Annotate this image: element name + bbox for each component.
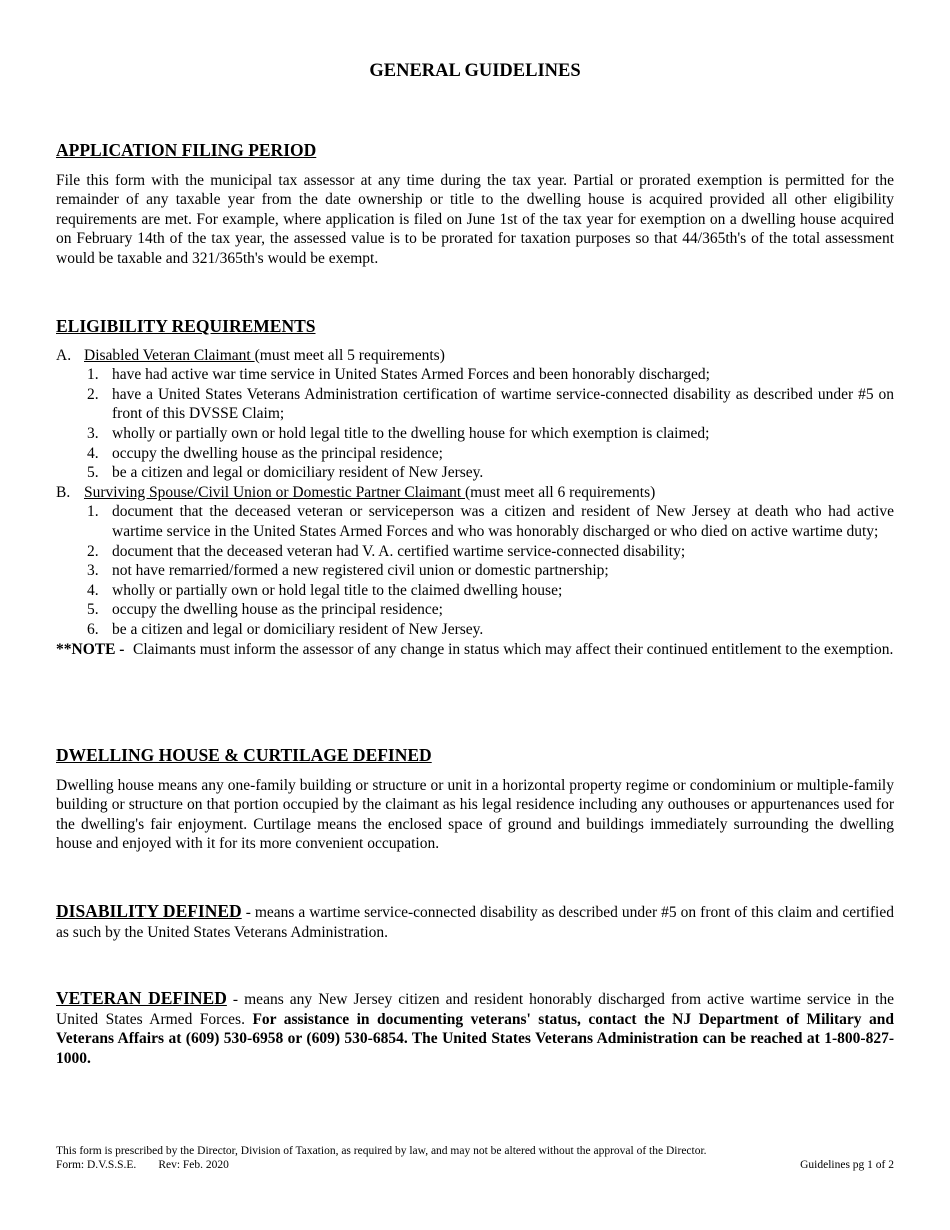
claimant-a-row [56, 346, 894, 366]
veteran-heading: VETERAN DEFINED [56, 988, 227, 1008]
claimant-b-suffix: (must meet all 6 requirements) [465, 483, 656, 501]
eligibility-section [56, 317, 894, 659]
item-number: 2. [87, 385, 99, 403]
claimant-b-row [56, 483, 894, 503]
note-text: Claimants must inform the assessor of any change in status which may affect their continued entitlement to the exemption. [133, 640, 894, 658]
list-item [56, 600, 894, 620]
veteran-text: - means any New Jersey citizen and resident honorably discharged from active wartime service in the United States Armed Forces. [56, 991, 894, 1028]
item-number: 5. [87, 464, 99, 482]
item-number: 4. [87, 444, 99, 462]
veteran-paragraph [56, 989, 894, 1068]
item-text: have a United States Veterans Administration certification of wartime service-connected disability as described under #5 on front of this DVSSE Claim; [112, 385, 894, 423]
list-item [56, 463, 894, 483]
footer-form-line [56, 1158, 894, 1172]
item-text: occupy the dwelling house as the principal residence; [112, 444, 443, 462]
item-number: 3. [87, 424, 99, 442]
filing-text: File this form with the municipal tax assessor at any time during the tax year. Partial or prorated exemption is permitted for the remainder of any taxable year from the date ownership or title to the dwelling house is acquired provided all other eligibility requirements are met. For example, where application is filed on June 1st of the tax year for exemption on a dwelling house acquired on February 14th of the tax year, the assessed value is to be prorated for taxation purposes so that 44/365th's of the total assessment would be taxable and 321/365th's would be exempt. [56, 171, 894, 267]
page-title: GENERAL GUIDELINES [369, 61, 581, 81]
item-number: 5. [87, 601, 99, 619]
item-number: 3. [87, 562, 99, 580]
footer-page-number: Guidelines pg 1 of 2 [800, 1159, 894, 1171]
item-text: wholly or partially own or hold legal title to the claimed dwelling house; [112, 581, 563, 599]
list-item [56, 365, 894, 385]
item-number: 1. [87, 366, 99, 384]
claimant-a-suffix: (must meet all 5 requirements) [254, 346, 445, 364]
list-item [56, 444, 894, 464]
disability-heading: DISABILITY DEFINED [56, 901, 242, 921]
item-text: have had active war time service in United States Armed Forces and been honorably discharged; [112, 366, 710, 384]
item-text: document that the deceased veteran or serviceperson was a citizen and resident of New Jersey at death who had active wartime service in the United States Armed Forces and who was honorably discharged or who died on active wartime duty; [112, 503, 894, 540]
item-text: be a citizen and legal or domiciliary resident of New Jersey. [112, 620, 484, 638]
disability-paragraph [56, 902, 894, 942]
claimant-b-letter: B. [56, 483, 71, 501]
footer [56, 1144, 894, 1172]
disability-section [56, 902, 894, 942]
list-item [56, 542, 894, 562]
disability-text: - means a wartime service-connected disability as described under #5 on front of this claim and certified as such by the United States Veterans Administration. [56, 904, 894, 941]
list-item [56, 581, 894, 601]
claimant-b-label: Surviving Spouse/Civil Union or Domestic Partner Claimant [84, 483, 466, 501]
dwelling-heading: DWELLING HOUSE & CURTILAGE DEFINED [56, 745, 432, 765]
list-item [56, 561, 894, 581]
filing-section [56, 141, 894, 269]
item-number: 2. [87, 542, 99, 560]
claimant-a-list [56, 365, 894, 483]
claimant-b-list [56, 502, 894, 639]
claimant-a-letter: A. [56, 346, 72, 364]
note-label: **NOTE - [56, 640, 125, 658]
item-text: occupy the dwelling house as the principal residence; [112, 601, 443, 619]
list-item [56, 620, 894, 640]
note-row [56, 640, 894, 660]
item-number: 4. [87, 581, 99, 599]
list-item [56, 424, 894, 444]
footer-rev: Rev: Feb. 2020 [158, 1159, 229, 1171]
item-text: be a citizen and legal or domiciliary resident of New Jersey. [112, 464, 484, 482]
item-text: document that the deceased veteran had V. A. certified wartime service-connected disability; [112, 542, 686, 560]
item-number: 1. [87, 503, 99, 521]
item-text: wholly or partially own or hold legal title to the dwelling house for which exemption is claimed; [112, 424, 710, 442]
list-item [56, 385, 894, 424]
claimant-a-label: Disabled Veteran Claimant [84, 346, 255, 364]
dwelling-text: Dwelling house means any one-family building or structure or unit in a horizontal property regime or condominium or multiple-family building or structure on that portion occupied by the claimant as his legal residence including any outhouses or appurtenances used for the dwelling's fair enjoyment. Curtilage means the enclosed space of ground and buildings immediately surrounding the dwelling house and enjoyed with it for its more convenient occupation. [56, 776, 894, 853]
eligibility-heading: ELIGIBILITY REQUIREMENTS [56, 316, 316, 336]
list-item [56, 502, 894, 541]
dwelling-section [56, 746, 894, 854]
item-text: not have remarried/formed a new registered civil union or domestic partnership; [112, 562, 609, 580]
veteran-contact-text: For assistance in documenting veterans' status, contact the NJ Department of Military and Veterans Affairs at (609) 530-6958 or (609) 530-6854. The United States Veterans Administration can be reached at 1-800-827-1000. [56, 1010, 894, 1067]
footer-form: Form: D.V.S.S.E. [56, 1159, 137, 1171]
filing-heading: APPLICATION FILING PERIOD [56, 140, 317, 160]
item-number: 6. [87, 620, 99, 638]
footer-disclaimer: This form is prescribed by the Director, Division of Taxation, as required by law, and may not be altered without the approval of the Director. [56, 1145, 707, 1157]
veteran-section [56, 989, 894, 1068]
